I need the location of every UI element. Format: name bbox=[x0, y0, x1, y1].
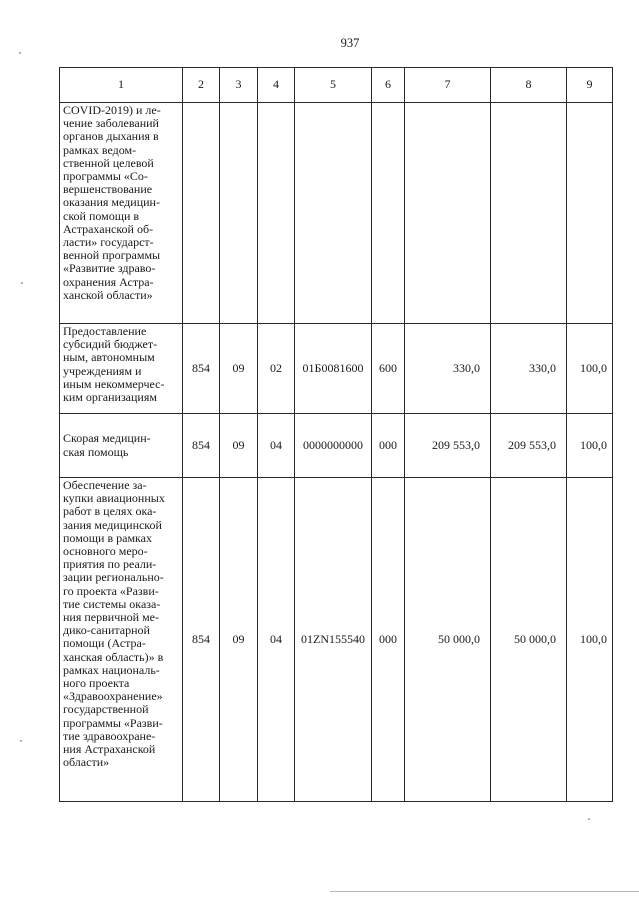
cell-target-article: 01ZN155540 bbox=[295, 478, 372, 802]
cell-plan-amount: 209 553,0 bbox=[405, 414, 491, 478]
cell-admin-code bbox=[183, 103, 220, 324]
column-header: 1 bbox=[60, 68, 183, 103]
table-row bbox=[60, 324, 613, 414]
budget-table bbox=[59, 67, 613, 802]
row-name: Обеспечение за- купки авиационных работ в целях ока- зания медицинской помощи в рамках основного меро- приятия по реали- зации регионально- го проекта «Разви- тие системы оказа- ния первичной ме- дико-санитарной помощи (Астра- ханская область)» в рамках националь- ного проекта «Здравоохранение» государственной программы «Разви- тие здравоохране- ния Астраханской области» bbox=[60, 478, 183, 802]
cell-actual-amount: 209 553,0 bbox=[491, 414, 567, 478]
table-header-row bbox=[60, 68, 613, 103]
cell-admin-code: 854 bbox=[183, 324, 220, 414]
scan-speck bbox=[21, 282, 23, 284]
cell-expense-type: 000 bbox=[372, 414, 405, 478]
cell-section: 09 bbox=[220, 414, 258, 478]
cell-target-article bbox=[295, 103, 372, 324]
cell-admin-code: 854 bbox=[183, 414, 220, 478]
table-row bbox=[60, 414, 613, 478]
table-row bbox=[60, 478, 613, 802]
cell-target-article: 01Б0081600 bbox=[295, 324, 372, 414]
cell-plan-amount: 330,0 bbox=[405, 324, 491, 414]
cell-actual-amount bbox=[491, 103, 567, 324]
row-name: Скорая медицин- ская помощь bbox=[60, 414, 183, 478]
cell-target-article: 0000000000 bbox=[295, 414, 372, 478]
cell-section: 09 bbox=[220, 324, 258, 414]
cell-subsection: 04 bbox=[258, 414, 295, 478]
cell-percent: 100,0 bbox=[567, 414, 613, 478]
cell-subsection: 02 bbox=[258, 324, 295, 414]
cell-actual-amount: 50 000,0 bbox=[491, 478, 567, 802]
cell-section: 09 bbox=[220, 478, 258, 802]
column-header: 5 bbox=[295, 68, 372, 103]
cell-percent: 100,0 bbox=[567, 324, 613, 414]
cell-expense-type: 000 bbox=[372, 478, 405, 802]
cell-expense-type bbox=[372, 103, 405, 324]
cell-subsection bbox=[258, 103, 295, 324]
cell-plan-amount bbox=[405, 103, 491, 324]
column-header: 3 bbox=[220, 68, 258, 103]
row-name: Предоставление субсидий бюджет- ным, автономным учреждениям и иным некоммерчес- ким организациям bbox=[60, 324, 183, 414]
column-header: 8 bbox=[491, 68, 567, 103]
cell-percent bbox=[567, 103, 613, 324]
column-header: 7 bbox=[405, 68, 491, 103]
cell-expense-type: 600 bbox=[372, 324, 405, 414]
cell-plan-amount: 50 000,0 bbox=[405, 478, 491, 802]
cell-percent: 100,0 bbox=[567, 478, 613, 802]
cell-section bbox=[220, 103, 258, 324]
column-header: 4 bbox=[258, 68, 295, 103]
page-number: 937 bbox=[340, 36, 360, 50]
column-header: 6 bbox=[372, 68, 405, 103]
column-header: 9 bbox=[567, 68, 613, 103]
row-name: COVID-2019) и ле- чение заболеваний органов дыхания в рамках ведом- ственной целевой программы «Со- вершенствование оказания медицин- ской помощи в Астраханской об- ласти» государст- венной программы «Развитие здраво- охранения Астра- ханской области» bbox=[60, 103, 183, 324]
scan-speck bbox=[588, 818, 590, 820]
cell-actual-amount: 330,0 bbox=[491, 324, 567, 414]
column-header: 2 bbox=[183, 68, 220, 103]
scan-speck bbox=[20, 740, 22, 742]
cell-subsection: 04 bbox=[258, 478, 295, 802]
cell-admin-code: 854 bbox=[183, 478, 220, 802]
scan-edge-line bbox=[330, 891, 639, 892]
scan-speck bbox=[19, 52, 21, 54]
table-row bbox=[60, 103, 613, 324]
